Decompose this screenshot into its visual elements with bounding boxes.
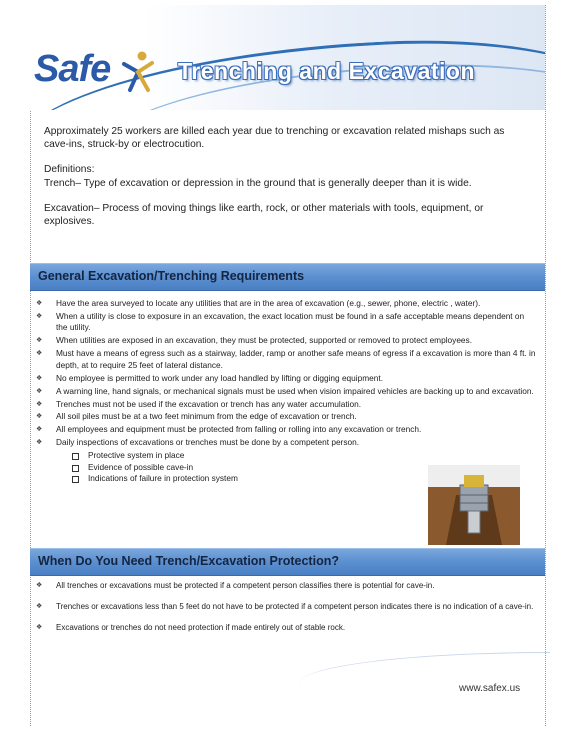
intro-paragraph: Approximately 25 workers are killed each year due to trenching or excavation related mishaps such as cave-ins, struck-by or electrocution. xyxy=(44,126,505,151)
trench-box-illustration xyxy=(428,465,520,545)
list-item: ❖ When utilities are exposed in an excavation, they must be protected, supported or removed to protect employees. xyxy=(36,335,472,346)
sub-list-item: Evidence of possible cave-in xyxy=(36,462,536,474)
diamond-bullet-icon: ❖ xyxy=(36,400,43,408)
diamond-bullet-icon: ❖ xyxy=(36,624,43,631)
intro-section xyxy=(44,125,529,240)
list-item: ❖ All trenches or excavations must be protected if a competent person classifies there is potential for cave-in. xyxy=(36,581,435,590)
list-item: ❖ No employee is permitted to work under any load handled by lifting or digging equipment. xyxy=(36,372,383,383)
checkbox-square-icon xyxy=(72,453,79,460)
diamond-bullet-icon: ❖ xyxy=(36,337,43,345)
list-item: ❖ Have the area surveyed to locate any utilities that are in the area of excavation (e.g., sewer, phone, electric , water). xyxy=(36,298,481,308)
diamond-bullet-icon: ❖ xyxy=(36,350,43,358)
section-title: When Do You Need Trench/Excavation Protection? xyxy=(38,554,339,568)
trench-photo xyxy=(428,465,520,545)
logo-text: Safe xyxy=(34,48,111,90)
list-item: ❖ All employees and equipment must be protected from falling or rolling into any excavation or trench. xyxy=(36,424,422,435)
sub-list-item: Indications of failure in protection system xyxy=(36,473,536,485)
trench-definition: Trench– Type of excavation or depression in the ground that is generally deeper than it is wide. xyxy=(44,177,472,189)
checkbox-square-icon xyxy=(72,476,79,483)
list-item: ❖ A warning line, hand signals, or mechanical signals must be used when vision impaired vehicles are backing up to and excavation. xyxy=(36,385,534,396)
requirements-list xyxy=(36,298,536,485)
diamond-bullet-icon: ❖ xyxy=(36,374,43,382)
list-item: ❖ Daily inspections of excavations or trenches must be done by a competent person. xyxy=(36,437,360,448)
diamond-bullet-icon: ❖ xyxy=(36,582,43,589)
diamond-bullet-icon: ❖ xyxy=(36,413,43,421)
website-link[interactable]: www.safex.us xyxy=(459,683,521,694)
list-item: ❖ Excavations or trenches do not need protection if made entirely out of stable rock. xyxy=(36,623,346,632)
logo-figure-icon xyxy=(120,50,156,94)
diamond-bullet-icon: ❖ xyxy=(36,603,43,610)
list-item: ❖ Must have a means of egress such as a stairway, ladder, ramp or another safe means of egress if a excavation is more than 4 ft. in depth, at to require 25 feet of lateral distance. xyxy=(36,348,536,370)
diamond-bullet-icon: ❖ xyxy=(36,439,43,447)
diamond-bullet-icon: ❖ xyxy=(36,387,43,395)
excavation-definition: Excavation– Process of moving things like earth, rock, or other materials with tools, equipment, or explosives. xyxy=(44,202,484,228)
protection-list xyxy=(36,580,536,643)
page-title: Trenching and Excavation xyxy=(178,58,476,84)
list-item: ❖ Trenches must not be used if the excavation or trench has any water accumulation. xyxy=(36,398,361,409)
list-item: ❖ All soil piles must be at a two feet minimum from the edge of excavation or trench. xyxy=(36,411,357,422)
list-item: ❖ Trenches or excavations less than 5 feet do not have to be protected if a competent person indicates there is no indication of a cave-in. xyxy=(36,602,534,611)
safex-logo xyxy=(34,48,154,98)
section-header-general-requirements xyxy=(30,263,545,291)
definitions-title: Definitions: xyxy=(44,164,95,176)
section-header-protection xyxy=(30,548,545,576)
diamond-bullet-icon: ❖ xyxy=(36,312,43,320)
diamond-bullet-icon: ❖ xyxy=(36,426,43,434)
sub-list-item: Protective system in place xyxy=(36,450,536,462)
section-title: General Excavation/Trenching Requirements xyxy=(38,269,305,283)
diamond-bullet-icon: ❖ xyxy=(36,300,43,307)
list-item: ❖ When a utility is close to exposure in an excavation, the exact location must be found in a safe acceptable means dependent on the utility. xyxy=(36,310,525,333)
checkbox-square-icon xyxy=(72,465,79,472)
